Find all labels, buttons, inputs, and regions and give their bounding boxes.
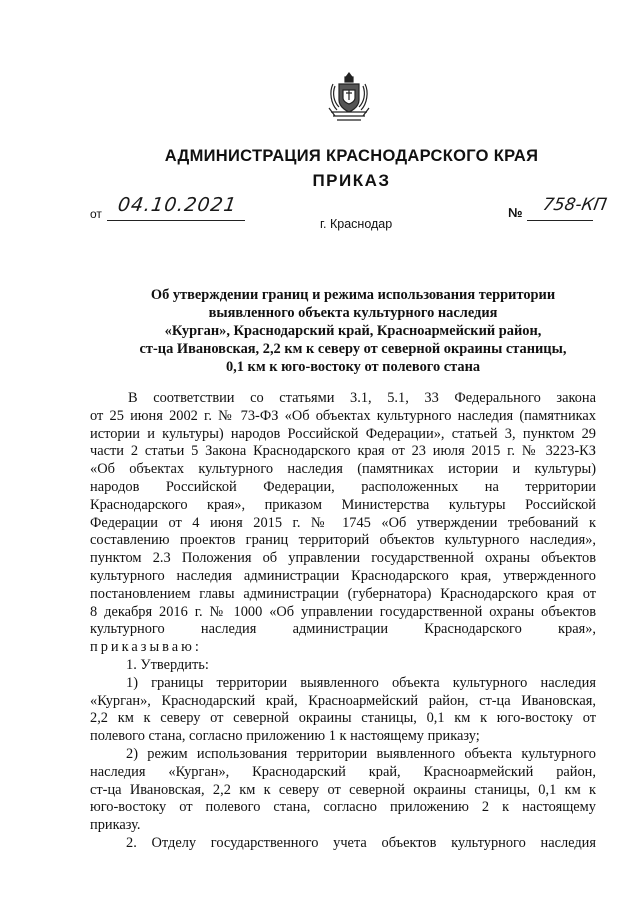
body-line: 8 декабря 2016 г. № 1000 «Об управлении государственной охраны объектов	[90, 603, 596, 620]
body-line: «Об объектах культурного наследия (памятниках истории и культуры)	[90, 461, 596, 478]
title-line: Об утверждении границ и режима использования территории	[150, 287, 556, 303]
body-line: 1) границы территории выявленного объекта культурного наследия	[126, 674, 596, 691]
body-line: пунктом 2.3 Положения об управлении государственной охраны объектов	[90, 550, 596, 567]
title-line: выявленного объекта культурного наследия	[208, 305, 498, 321]
date-underline	[107, 220, 245, 221]
body-line: части 2 статьи 5 Закона Краснодарского края от 23 июля 2015 г. № 3223-КЗ	[90, 443, 596, 460]
body-line: 2. Отделу государственного учета объектов культурного наследия	[126, 834, 596, 851]
body-line: культурного наследия администрации Краснодарского края»,	[90, 621, 596, 638]
number-label: №	[508, 205, 523, 220]
body-line: юго-востоку от полевого стана, согласно приложению 2 к настоящему	[90, 799, 596, 816]
handwritten-number: 758-КП	[541, 195, 609, 215]
coat-of-arms-emblem	[327, 70, 371, 126]
body-line: «Курган», Краснодарский край, Красноармейский район, ст-ца Ивановская,	[90, 692, 596, 709]
body-line: полевого стана, согласно приложению 1 к настоящему приказу;	[90, 728, 480, 745]
body-line: составлению проектов границ территорий объектов культурного наследия»,	[90, 532, 596, 549]
order-title	[110, 286, 596, 376]
body-line: культурного наследия администрации Краснодарского края, утвержденного	[90, 567, 596, 584]
body-line: наследия «Курган», Краснодарский край, Красноармейский район,	[90, 763, 596, 780]
body-line: истории и культуры) народов Российской Федерации», статьей 3, пунктом 29	[90, 425, 596, 442]
body-line: Краснодарского края», приказом Министерства культуры Российской	[90, 496, 596, 513]
body-line: народов Российской Федерации, расположенных на территории	[90, 478, 596, 495]
date-label: от	[90, 207, 102, 221]
title-line: ст-ца Ивановская, 2,2 км к северу от северной окраины станицы,	[139, 341, 567, 357]
document-type: ПРИКАЗ	[312, 171, 391, 190]
body-line: 1. Утвердить:	[126, 656, 209, 673]
body-line: постановлением главы администрации (губернатора) Краснодарского края от	[90, 585, 596, 602]
body-line: 2,2 км к северу от северной окраины станицы, 0,1 км к юго-востоку от	[90, 710, 596, 727]
body-line-decree: приказываю:	[90, 639, 202, 656]
body-line: ст-ца Ивановская, 2,2 км к северу от северной окраины станицы, 0,1 км к	[90, 781, 596, 798]
order-body	[90, 390, 596, 853]
body-line: от 25 июня 2002 г. № 73-ФЗ «Об объектах культурного наследия (памятниках	[90, 407, 596, 424]
body-line: Федерации от 4 июня 2015 г. № 1745 «Об утверждении требований к	[90, 514, 596, 531]
organization-name: АДМИНИСТРАЦИЯ КРАСНОДАРСКОГО КРАЯ	[164, 147, 539, 165]
number-underline	[527, 220, 593, 221]
city-label: г. Краснодар	[320, 217, 393, 231]
body-line: 2) режим использования территории выявленного объекта культурного	[126, 745, 596, 762]
title-line: «Курган», Краснодарский край, Красноармейский район,	[164, 323, 542, 339]
title-line: 0,1 км к юго-востоку от полевого стана	[225, 359, 481, 375]
body-line: В соответствии со статьями 3.1, 5.1, 33 Федерального закона	[128, 390, 596, 406]
handwritten-date: 04.10.2021	[116, 194, 239, 216]
body-line: приказу.	[90, 817, 141, 834]
